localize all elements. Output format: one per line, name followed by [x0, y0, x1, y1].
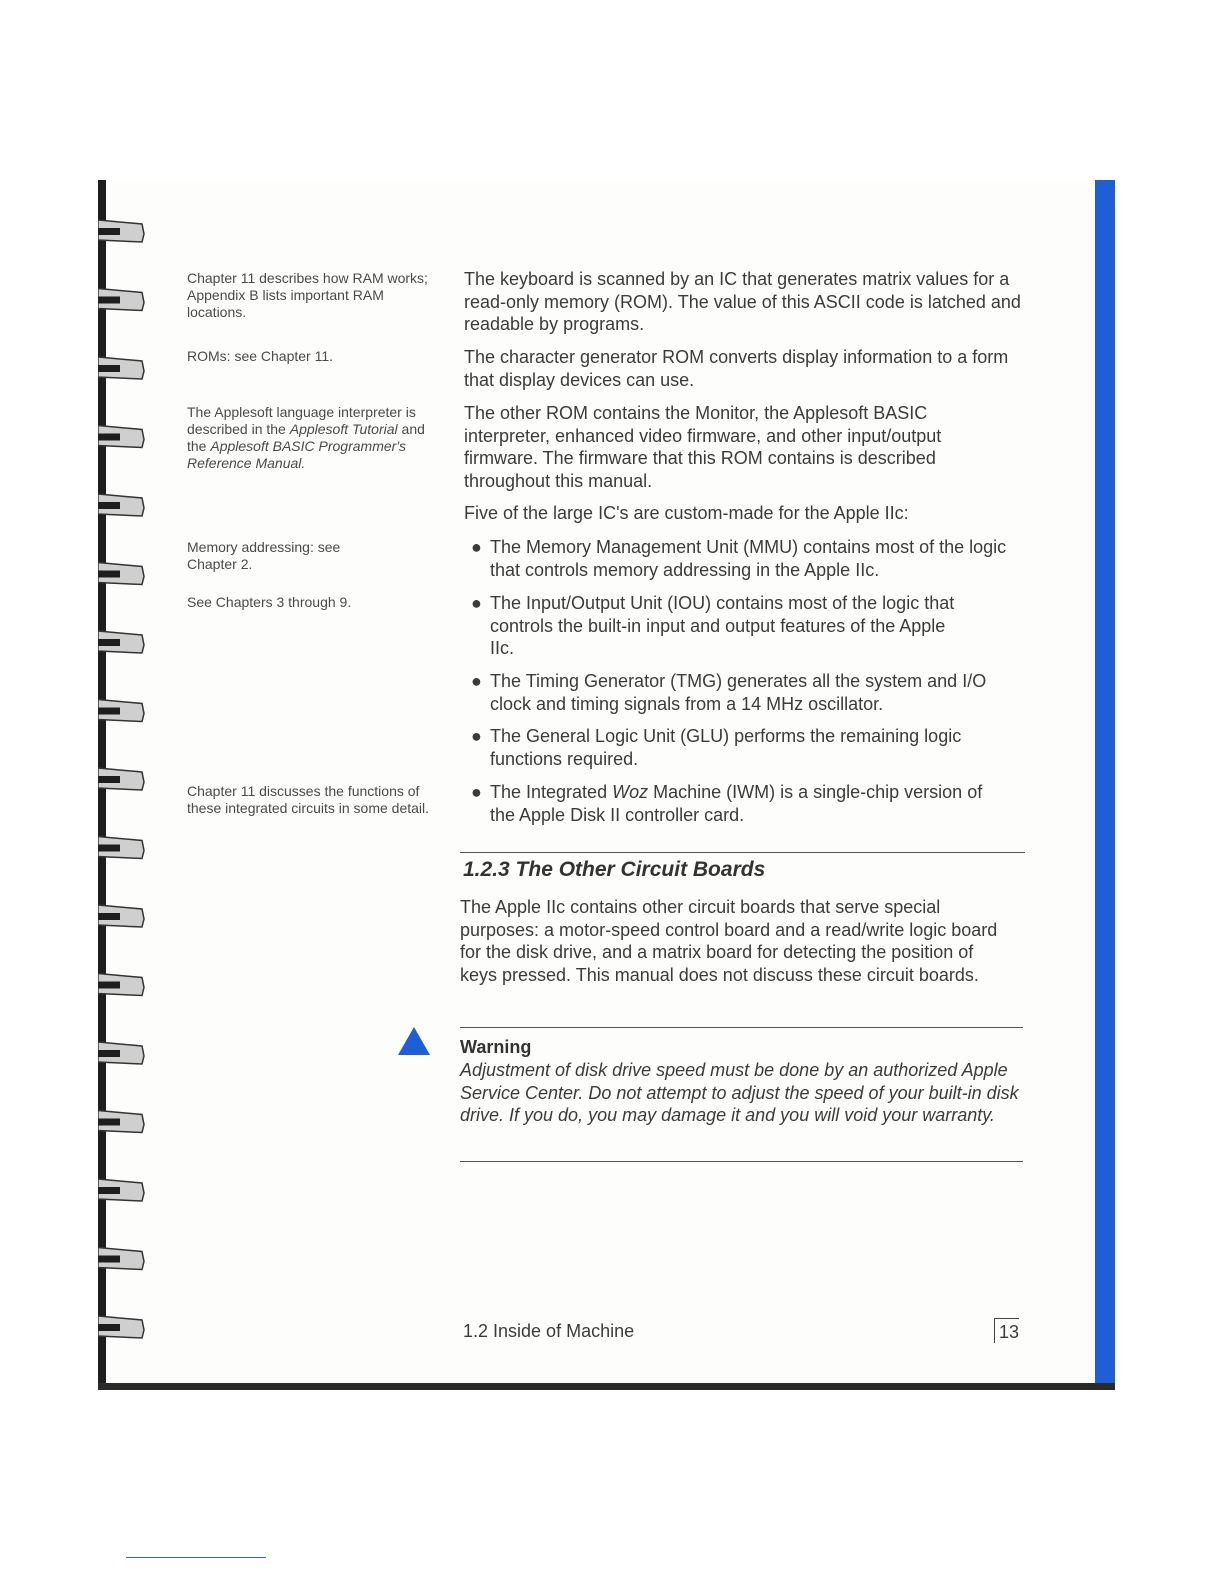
binding-coil-shadow: [98, 639, 120, 646]
body-paragraph-chargen: The character generator ROM converts display information to a form that display devices can use.: [464, 347, 1009, 390]
page-number: 13: [994, 1318, 1019, 1343]
footer-section-title: 1.2 Inside of Machine: [463, 1321, 635, 1341]
section-paragraph: The Apple IIc contains other circuit boards that serve special purposes: a motor-speed control board and a read/write logic board for the disk drive, and a matrix board for detecting the position of keys pressed. This manual does not discuss these circuit boards.: [460, 897, 998, 985]
binding-coil-shadow: [98, 776, 120, 783]
sidebar-note-memory: Memory addressing: see Chapter 2.: [187, 539, 341, 572]
binding-coil-shadow: [98, 1119, 120, 1126]
sidebar-note-roms: ROMs: see Chapter 11.: [187, 348, 334, 364]
page-edge-blue: [1095, 180, 1115, 1390]
page-edge-bottom: [98, 1383, 1115, 1390]
binding-coil-shadow: [98, 913, 120, 920]
binding-coil-shadow: [98, 571, 120, 578]
sidebar-note-applesoft: The Applesoft language interpreter is described in the Applesoft Tutorial and the Applesoft BASIC Programmer's Reference Manual.: [187, 404, 425, 471]
body-paragraph-keyboard: The keyboard is scanned by an IC that generates matrix values for a read-only memory (ROM). The value of this ASCII code is latched and readable by programs.: [464, 269, 1021, 334]
section-rule: [460, 852, 1025, 853]
binding-coil-shadow: [98, 297, 120, 304]
binding-coil-shadow: [98, 434, 120, 441]
section-heading: 1.2.3 The Other Circuit Boards: [463, 858, 766, 881]
warning-text: Adjustment of disk drive speed must be done by an authorized Apple Service Center. Do not attempt to adjust the speed of your built-in disk drive. If you do, you may damage it and you will void your warranty.: [460, 1060, 1019, 1125]
binding-coil-shadow: [98, 502, 120, 509]
binding-coil-shadow: [98, 1324, 120, 1331]
sidebar-note-chapters: See Chapters 3 through 9.: [187, 594, 352, 610]
binding-coil-shadow: [98, 845, 120, 852]
body-paragraph-ics: Five of the large IC's are custom-made for the Apple IIc:: [464, 503, 909, 523]
binding-coil-shadow: [98, 708, 120, 715]
binding-coil-shadow: [98, 982, 120, 989]
warning-top-rule: [460, 1027, 1023, 1028]
spiral-binding: [98, 180, 150, 1390]
sidebar-note-ram: Chapter 11 describes how RAM works; Appendix B lists important RAM locations.: [187, 270, 428, 320]
binding-coil-shadow: [98, 1187, 120, 1194]
binding-coil-shadow: [98, 1050, 120, 1057]
body-paragraph-rom: The other ROM contains the Monitor, the Applesoft BASIC interpreter, enhanced video firmware, and other input/output firmware. The firmware that this ROM contains is described throughout this manual.: [464, 403, 942, 491]
warning-triangle-icon: [398, 1027, 430, 1055]
binding-coil-shadow: [98, 228, 120, 235]
warning-title: Warning: [460, 1037, 532, 1057]
binding-coil-shadow: [98, 365, 120, 372]
footer-underline: [126, 1557, 266, 1558]
binding-coil-shadow: [98, 1256, 120, 1263]
sidebar-note-ics: Chapter 11 discusses the functions of these integrated circuits in some detail.: [187, 783, 430, 816]
warning-bottom-rule: [460, 1161, 1023, 1162]
